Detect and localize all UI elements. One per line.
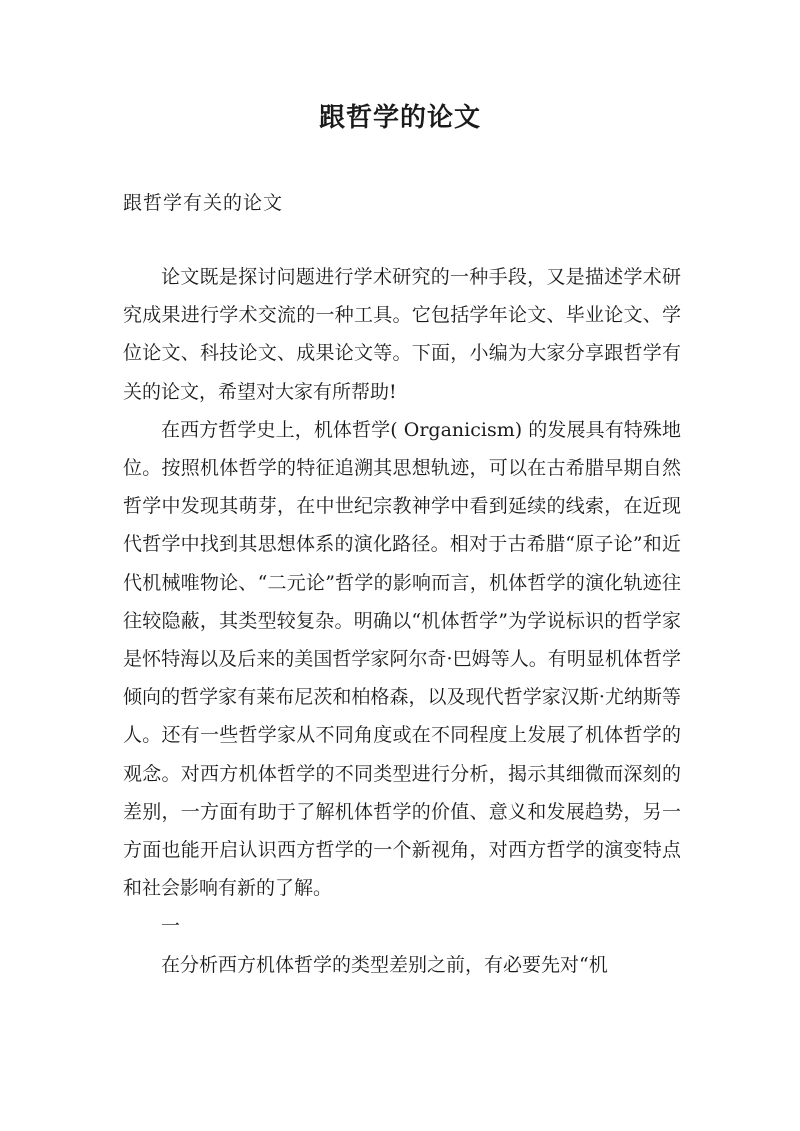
section-number: 一 bbox=[161, 915, 181, 938]
paragraph-analysis: 在分析西方机体哲学的类型差别之前，有必要先对“机 bbox=[161, 953, 608, 976]
document-title: 跟哲学的论文 bbox=[318, 103, 481, 133]
paragraph-intro: 论文既是探讨问题进行学术研究的一种手段，又是描述学术研究成果进行学术交流的一种工具。它包括学年论文、毕业论文、学位论文、科技论文、成果论文等。下面，小编为大家分享跟哲学有关的论文，希望对大家有所帮助! bbox=[123, 266, 681, 403]
document-subtitle: 跟哲学有关的论文 bbox=[123, 192, 284, 214]
document-body bbox=[123, 258, 681, 984]
paragraph-organicism: 在西方哲学史上，机体哲学( Organicism) 的发展具有特殊地位。按照机体哲学的特征追溯其思想轨迹，可以在古希腊早期自然哲学中发现其萌芽，在中世纪宗教神学中看到延续的线索，在近现代哲学中找到其思想体系的演化路径。相对于古希腊“原子论”和近代机械唯物论、“二元论”哲学的影响而言，机体哲学的演化轨迹往往较隐蔽，其类型较复杂。明确以“机体哲学”为学说标识的哲学家是怀特海以及后来的美国哲学家阿尔奇·巴姆等人。有明显机体哲学倾向的哲学家有莱布尼茨和柏格森，以及现代哲学家汉斯·尤纳斯等人。还有一些哲学家从不同角度或在不同程度上发展了机体哲学的观念。对西方机体哲学的不同类型进行分析，揭示其细微而深刻的差别，一方面有助于了解机体哲学的价值、意义和发展趋势，另一方面也能开启认识西方哲学的一个新视角，对西方哲学的演变特点和社会影响有新的了解。 bbox=[123, 418, 681, 900]
